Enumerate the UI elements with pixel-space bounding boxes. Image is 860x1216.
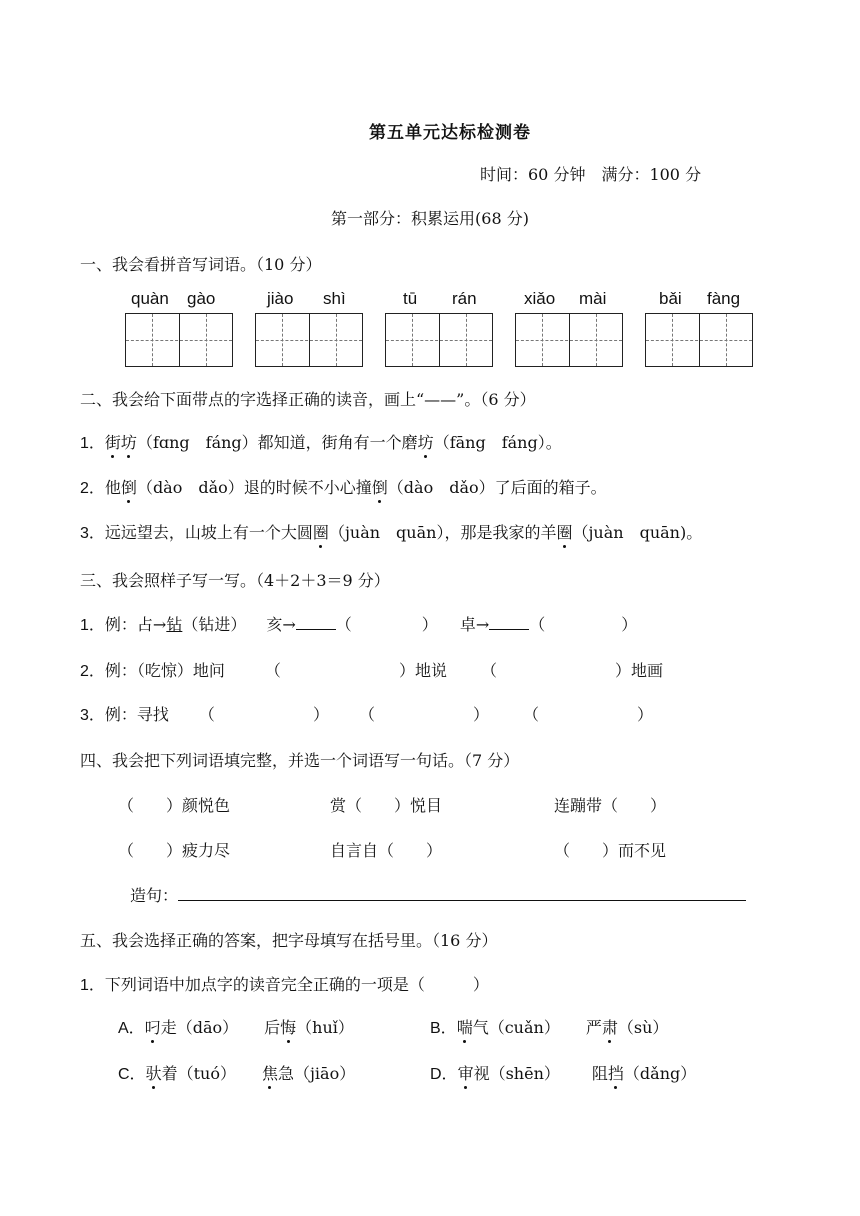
sentence-row bbox=[130, 883, 746, 906]
option-d[interactable]: D．审视（shēn） 阻挡（dǎng） bbox=[430, 1061, 696, 1084]
idiom-item[interactable]: （ ）颜悦色 bbox=[118, 796, 231, 815]
underlined-example-char: 钻 bbox=[166, 615, 183, 634]
dotted-char: 肃 bbox=[602, 1015, 618, 1038]
writing-grid[interactable] bbox=[515, 313, 623, 367]
sentence-answer-line[interactable] bbox=[178, 900, 746, 901]
option-b[interactable]: B．喘气（cuǎn） 严肃（sù） bbox=[430, 1015, 668, 1038]
dotted-char: 倒 bbox=[121, 475, 137, 498]
pinyin-label: shì bbox=[323, 289, 346, 308]
pinyin-label: jiào bbox=[267, 289, 294, 308]
answer-blank[interactable] bbox=[296, 629, 336, 630]
sentence-label: 造句： bbox=[130, 886, 179, 905]
s5-question-1: 1．下列词语中加点字的读音完全正确的一项是（ ） bbox=[80, 975, 489, 994]
dotted-char: 焦 bbox=[262, 1061, 278, 1084]
section-4-heading: 四、我会把下列词语填完整，并选一个词语写一句话。（7 分） bbox=[80, 751, 520, 770]
dotted-char: 倒 bbox=[372, 475, 388, 498]
section-1-heading: 一、我会看拼音写词语。（10 分） bbox=[80, 255, 322, 274]
pinyin-label: bǎi bbox=[659, 289, 682, 308]
s2-question-3: 3．远远望去，山坡上有一个大圆圈（juàn quān），那是我家的羊圈（juàn quān)。 bbox=[80, 520, 702, 543]
writing-grid[interactable] bbox=[645, 313, 753, 367]
pinyin-label: xiǎo bbox=[524, 289, 556, 308]
idiom-item[interactable]: （ ）而不见 bbox=[554, 841, 667, 860]
section-5-heading: 五、我会选择正确的答案，把字母填写在括号里。（16 分） bbox=[80, 931, 498, 950]
time-score-info: 时间：60 分钟 满分：100 分 bbox=[480, 165, 702, 184]
dotted-char: 坊 bbox=[121, 430, 137, 453]
writing-grid[interactable] bbox=[385, 313, 493, 367]
section-2-heading: 二、我会给下面带点的字选择正确的读音，画上“——”。（6 分） bbox=[80, 390, 536, 409]
dotted-char: 圈 bbox=[313, 520, 329, 543]
dotted-char: 圈 bbox=[556, 520, 572, 543]
idiom-item[interactable]: 赏（ ）悦目 bbox=[330, 796, 443, 815]
writing-grid[interactable] bbox=[125, 313, 233, 367]
s2-question-2: 2．他倒（dào dǎo）退的时候不小心撞倒（dào dǎo）了后面的箱子。 bbox=[80, 475, 607, 498]
s3-question-1: 1．例：占→钻（钻进） 亥→ （ ） 卓→ （ ） bbox=[80, 615, 638, 634]
part-one-heading: 第一部分：积累运用(68 分) bbox=[331, 209, 529, 228]
pinyin-label: fàng bbox=[707, 289, 741, 308]
s3-question-2: 2．例：（吃惊）地问 （ ）地说 （ ）地画 bbox=[80, 661, 663, 680]
dotted-char: 悔 bbox=[280, 1015, 296, 1038]
s3-question-3: 3．例：寻找 （ ） （ ） （ ） bbox=[80, 705, 654, 724]
dotted-char: 叼 bbox=[145, 1015, 161, 1038]
option-c[interactable]: C．驮着（tuó） 焦急（jiāo） bbox=[118, 1061, 355, 1084]
idiom-item[interactable]: （ ）疲力尽 bbox=[118, 841, 231, 860]
pinyin-label: tū bbox=[403, 289, 418, 308]
s2-question-1: 1．街坊（fɑng fáng）都知道，街角有一个磨坊（fāng fáng）。 bbox=[80, 430, 562, 453]
idiom-item[interactable]: 连蹦带（ ） bbox=[554, 796, 667, 815]
pinyin-label: mài bbox=[579, 289, 607, 308]
option-a[interactable]: A．叼走（dāo） 后悔（huǐ） bbox=[118, 1015, 354, 1038]
page-title: 第五单元达标检测卷 bbox=[369, 123, 531, 143]
writing-grid[interactable] bbox=[255, 313, 363, 367]
dotted-char: 挡 bbox=[608, 1061, 624, 1084]
pinyin-label: gào bbox=[187, 289, 216, 308]
pinyin-label: quàn bbox=[131, 289, 169, 308]
dotted-char: 驮 bbox=[146, 1061, 162, 1084]
idiom-item[interactable]: 自言自（ ） bbox=[330, 841, 443, 860]
dotted-char: 审 bbox=[458, 1061, 474, 1084]
pinyin-label: rán bbox=[452, 289, 477, 308]
dotted-char: 喘 bbox=[457, 1015, 473, 1038]
dotted-char: 坊 bbox=[418, 430, 434, 453]
answer-blank[interactable] bbox=[489, 629, 529, 630]
section-3-heading: 三、我会照样子写一写。（4＋2＋3＝9 分） bbox=[80, 571, 390, 590]
